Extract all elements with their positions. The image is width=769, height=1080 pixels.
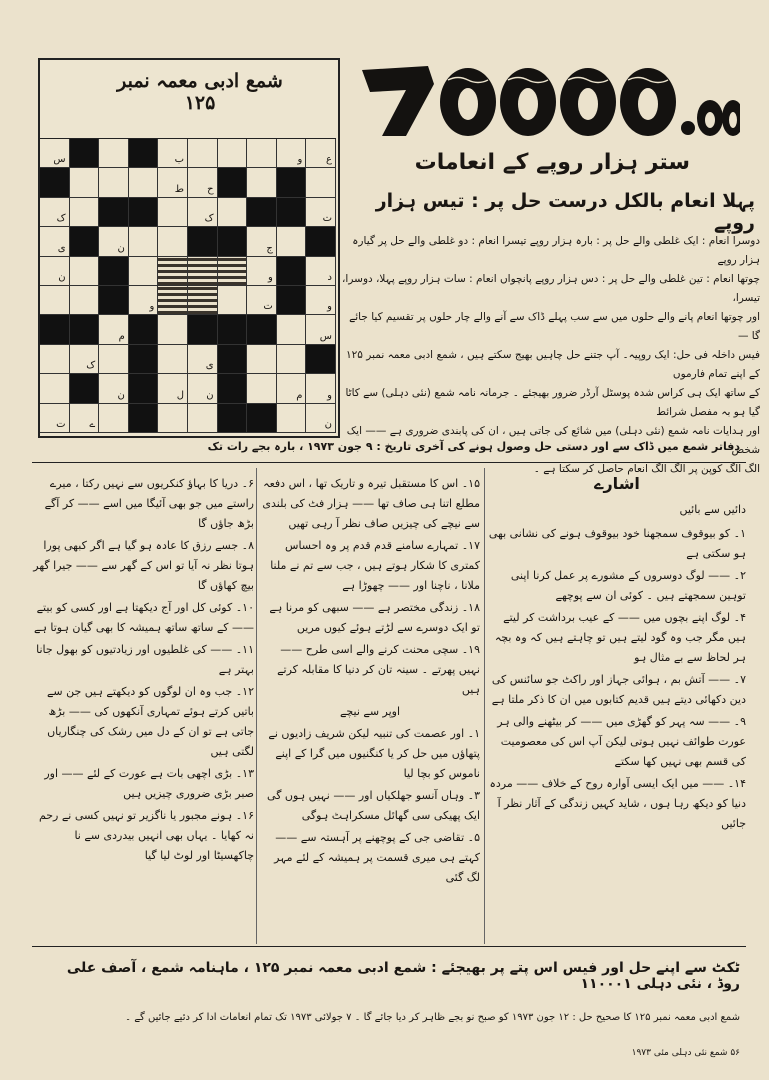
crossword-cell bbox=[158, 227, 188, 256]
crossword-black-cell bbox=[277, 168, 307, 197]
crossword-cell bbox=[188, 168, 218, 197]
crossword-cell bbox=[99, 227, 129, 256]
clue: ۱۸۔ زندگی مختصر ہے —— سبھی کو مرنا ہے تو ایک دوسرے سے لڑتے ہوئے کیوں مریں bbox=[269, 601, 480, 634]
crossword-cell bbox=[277, 374, 307, 403]
crossword-black-cell bbox=[129, 139, 159, 168]
clue: ۱۶۔ ہونے مجبور یا ناگزیر تو نہیں کسی نے رحم نہ کھایا ۔ یہاں بھی انہیں بیدردی سے نا چاکھسیٹا اور لوٹ لیا گیا bbox=[38, 809, 254, 862]
crossword-cell bbox=[129, 227, 159, 256]
crossword-black-cell bbox=[188, 315, 218, 344]
crossword-cell bbox=[277, 404, 307, 433]
crossword-cell bbox=[129, 168, 159, 197]
crossword-letter: ے bbox=[89, 418, 96, 430]
crossword-cell bbox=[306, 315, 336, 344]
clue: ۴۔ لوگ اپنے بچوں میں —— کے عیب برداشت کر لیتے ہیں مگر جب وہ گود لیتے ہیں تو چاہتے ہیں کہ وہ بچہ ہر لحاظ سے بے مثال ہو bbox=[494, 611, 746, 664]
clue: ۳۔ وہاں آنسو جھلکیاں اور —— نہیں ہوں گی ایک پھیکی سی گھائل مسکراہٹ ہوگی bbox=[267, 789, 480, 822]
clue: ۹۔ —— سہ پہر کو گھڑی میں —— کر بیٹھنے والی ہر عورت طوائف نہیں ہوتی لیکن آپ اس کی معصومیت کی قسم بھی نہیں کھا سکتے bbox=[497, 715, 746, 768]
crossword-cell bbox=[218, 139, 248, 168]
crossword-cell bbox=[218, 198, 248, 227]
crossword-cell bbox=[40, 257, 70, 286]
prize-detail-line: چوتھا انعام : تین غلطی والے حل پر : دس ہزار روپے پانچواں انعام : سات ہزار روپے پہلا، دوسرا، تیسرا، bbox=[342, 273, 760, 304]
crossword-black-cell bbox=[218, 227, 248, 256]
crossword-black-cell bbox=[218, 374, 248, 403]
crossword-cell bbox=[40, 198, 70, 227]
crossword-letter: ک bbox=[86, 360, 96, 372]
crossword-letter: و bbox=[267, 271, 273, 283]
crossword-cell bbox=[277, 315, 307, 344]
deadline-notice: دفاتر شمع میں ڈاک سے اور دستی حل وصول ہونے کی آخری تاریخ : ۹ جون ۱۹۷۳ ، بارہ بجے رات تک bbox=[207, 440, 740, 453]
crossword-cell bbox=[99, 168, 129, 197]
crossword-letter: و bbox=[149, 301, 155, 313]
prize-detail-line: الگ الگ کوپن پر الگ الگ انعام حاصل کر سکتا ہے ۔ bbox=[533, 463, 760, 475]
crossword-letter: ل bbox=[176, 389, 184, 401]
crossword-cell bbox=[99, 139, 129, 168]
crossword-letter: م bbox=[118, 330, 125, 342]
crossword-black-cell bbox=[247, 198, 277, 227]
clue: ۱۱۔ —— کی غلطیوں اور زیادتیوں کو بھول جانا بہتر ہے bbox=[36, 643, 254, 676]
clue: ۱۔ اور عصمت کی تنبیہ لیکن شریف زادیوں نے پتھاؤں میں حل کر یا کنگنیوں میں گرا کے اپنے ناموس کو بچا لیا bbox=[268, 727, 480, 780]
crossword-puzzle-box bbox=[38, 58, 340, 438]
crossword-cell bbox=[247, 345, 277, 374]
prize-detail-line: کے ساتھ ایک ہی کراس شدہ پوسٹل آرڈر ضرور بھیجئے ۔ جرمانہ نامہ شمع (نئی دہلی) سے کاٹا گیا ہو بہ مفصل شرائط bbox=[345, 387, 760, 418]
crossword-cell bbox=[306, 257, 336, 286]
mailing-address: ٹکٹ سے اپنے حل اور فیس اس پتے پر بھیجئے : شمع ادبی معمہ نمبر ۱۲۵ ، ماہنامہ شمع ، آصف علی روڈ ، نئی دہلی ۱۱۰۰۰۱ bbox=[66, 960, 740, 992]
puzzle-title: شمع ادبی معمہ نمبر ۱۲۵ bbox=[117, 70, 283, 114]
crossword-letter: ن bbox=[117, 389, 125, 401]
crossword-letter: ک bbox=[204, 213, 214, 225]
crossword-letter: ن bbox=[324, 418, 332, 430]
crossword-grid bbox=[40, 138, 336, 433]
crossword-cell bbox=[158, 315, 188, 344]
crossword-cell bbox=[40, 374, 70, 403]
crossword-black-cell bbox=[70, 374, 100, 403]
crossword-black-cell bbox=[247, 315, 277, 344]
crossword-black-cell bbox=[99, 257, 129, 286]
crossword-black-cell bbox=[129, 315, 159, 344]
crossword-cell bbox=[70, 168, 100, 197]
crossword-letter: س bbox=[319, 330, 332, 342]
crossword-black-cell bbox=[70, 139, 100, 168]
crossword-cell bbox=[158, 198, 188, 227]
crossword-black-cell bbox=[70, 227, 100, 256]
crossword-cell bbox=[247, 374, 277, 403]
crossword-cell bbox=[40, 139, 70, 168]
prize-subtitle: ستر ہزار روپے کے انعامات bbox=[414, 150, 690, 175]
crossword-letter: ن bbox=[206, 389, 214, 401]
crossword-cell bbox=[99, 315, 129, 344]
crossword-shaded-cell bbox=[218, 257, 248, 286]
currency-label: RS. bbox=[364, 118, 381, 128]
clues-column-right bbox=[488, 474, 746, 836]
clue: ۷۔ —— آتش بم ، ہوائی جہاز اور راکٹ جو سائنس کی دین دکھائی دیتے ہیں قدیم کتابوں میں ان کا ذکر ملتا ہے bbox=[491, 673, 746, 706]
crossword-black-cell bbox=[99, 198, 129, 227]
crossword-cell bbox=[99, 345, 129, 374]
crossword-black-cell bbox=[218, 315, 248, 344]
crossword-cell bbox=[40, 404, 70, 433]
divider bbox=[32, 946, 746, 947]
first-prize-line: پہلا انعام بالکل درست حل پر : تیس ہزار روپے bbox=[375, 190, 755, 234]
crossword-cell bbox=[277, 139, 307, 168]
prize-detail-line: اور چوتھا انعام پانے والے حلوں میں سے سب پہلے ڈاک سے آنے والے چار حلوں پر تقسیم کیا جائے گا — bbox=[349, 311, 760, 342]
crossword-cell bbox=[247, 168, 277, 197]
crossword-cell bbox=[247, 286, 277, 315]
crossword-cell bbox=[70, 404, 100, 433]
crossword-black-cell bbox=[70, 315, 100, 344]
clue: ۸۔ جسے رزق کا عادہ ہو گیا ہے اگر کبھی پورا ہوتا نظر نہ آیا تو اس کے گھر سے —— جیرا گھر بیچ کھاؤں گا bbox=[33, 539, 254, 592]
crossword-cell bbox=[158, 345, 188, 374]
crossword-black-cell bbox=[247, 404, 277, 433]
crossword-letter: ح bbox=[207, 183, 214, 195]
prize-detail-line: دوسرا انعام : ایک غلطی والے حل پر : بارہ ہزار روپے تیسرا انعام : دو غلطی والے حل پر گیارہ ہزار روپے bbox=[352, 235, 760, 266]
crossword-cell bbox=[40, 345, 70, 374]
crossword-cell bbox=[158, 139, 188, 168]
crossword-letter: ت bbox=[322, 213, 332, 225]
crossword-cell bbox=[158, 168, 188, 197]
crossword-cell bbox=[247, 257, 277, 286]
crossword-black-cell bbox=[129, 345, 159, 374]
crossword-black-cell bbox=[277, 198, 307, 227]
crossword-shaded-cell bbox=[158, 286, 188, 315]
crossword-cell bbox=[99, 404, 129, 433]
crossword-cell bbox=[188, 404, 218, 433]
crossword-letter: ت bbox=[56, 418, 66, 430]
crossword-cell bbox=[306, 404, 336, 433]
prize-detail-line: فیس داخلہ فی حل: ایک روپیہ۔ آپ جتنے حل چاہیں بھیج سکتے ہیں ، شمع ادبی معمہ نمبر ۱۲۵ کے اپنے تمام فارموں bbox=[346, 349, 760, 380]
crossword-cell bbox=[306, 168, 336, 197]
crossword-black-cell bbox=[40, 315, 70, 344]
crossword-letter: ک bbox=[56, 213, 66, 225]
clue: ۱۲۔ جب وہ ان لوگوں کو دیکھتے ہیں جن سے باتیں کرتے ہوئے تمہاری آنکھوں کی —— بڑھ جاتی ہے تو ان کے دل میں رشک کی چنگاریاں لگتی ہیں bbox=[46, 685, 254, 758]
clues-column-middle bbox=[260, 474, 480, 890]
result-footnote: شمع ادبی معمہ نمبر ۱۲۵ کا صحیح حل : ۱۲ جون ۱۹۷۳ کو صبح نو بجے ظاہر کر دیا جائے گا ۔ ۷ جولائی ۱۹۷۳ تک تمام انعامات ادا کر دئیے جائیں گے ۔ bbox=[125, 1012, 740, 1023]
crossword-cell bbox=[188, 345, 218, 374]
prize-detail-line: اور ہدایات نامہ شمع (نئی دہلی) میں شائع کی جاتی ہیں ، ان کی پابندی ضروری ہے —— ایک شخص bbox=[346, 425, 760, 456]
crossword-black-cell bbox=[99, 286, 129, 315]
crossword-shaded-cell bbox=[158, 257, 188, 286]
prize-amount-banner bbox=[348, 60, 740, 142]
crossword-cell bbox=[70, 286, 100, 315]
crossword-cell bbox=[99, 374, 129, 403]
crossword-letter: و bbox=[297, 154, 303, 166]
crossword-black-cell bbox=[40, 168, 70, 197]
crossword-black-cell bbox=[188, 227, 218, 256]
crossword-letter: م bbox=[296, 389, 303, 401]
clue: ۱۷۔ تمہارے سامنے قدم قدم پر وہ احساس کمتری کا شکار ہوتے ہیں ، جب سے تم نے ملنا ملانا ، ناچنا اور —— چھوڑا ہے bbox=[270, 539, 480, 592]
crossword-letter: و bbox=[327, 301, 332, 313]
clue: ۵۔ تقاضی جی کے پوچھنے پر آہستہ سے —— کہتے ہی میری قسمت پر ہمیشہ کے لئے مہر لگ گئی bbox=[274, 831, 480, 884]
crossword-black-cell bbox=[129, 374, 159, 403]
clue: ۱۳۔ بڑی اچھی بات ہے عورت کے لئے —— اور صبر بڑی ضروری چیزیں ہیں bbox=[44, 767, 254, 800]
clue: ۶۔ دریا کا بہاؤ کنکریوں سے نہیں رکتا ، میرے راستے میں جو بھی آئیگا میں اسے —— کر آگے بڑھ جاؤں گا bbox=[44, 477, 254, 530]
crossword-letter: ن bbox=[58, 271, 66, 283]
crossword-cell bbox=[277, 345, 307, 374]
crossword-letter: ی bbox=[57, 242, 66, 254]
crossword-black-cell bbox=[306, 345, 336, 374]
crossword-shaded-cell bbox=[188, 286, 218, 315]
crossword-cell bbox=[218, 286, 248, 315]
across-label: دائیں سے بائیں bbox=[679, 503, 746, 516]
crossword-letter: ت bbox=[263, 301, 273, 313]
crossword-cell bbox=[247, 139, 277, 168]
crossword-cell bbox=[306, 374, 336, 403]
divider bbox=[32, 462, 746, 463]
crossword-black-cell bbox=[129, 198, 159, 227]
crossword-black-cell bbox=[306, 227, 336, 256]
crossword-cell bbox=[40, 227, 70, 256]
crossword-letter: ب bbox=[174, 154, 184, 166]
crossword-cell bbox=[70, 257, 100, 286]
crossword-cell bbox=[188, 198, 218, 227]
crossword-cell bbox=[70, 198, 100, 227]
clue: ۱۔ کو بیوقوف سمجھنا خود بیوقوف ہونے کی نشانی بھی ہو سکتی ہے bbox=[488, 527, 746, 560]
crossword-cell bbox=[306, 139, 336, 168]
crossword-cell bbox=[40, 286, 70, 315]
crossword-letter: ن bbox=[117, 242, 125, 254]
crossword-shaded-cell bbox=[188, 257, 218, 286]
crossword-cell bbox=[158, 404, 188, 433]
column-divider bbox=[484, 468, 485, 944]
crossword-letter: د bbox=[327, 271, 332, 283]
clue: ۱۴۔ —— میں ایک ایسی آوارہ روح کے خلاف —— مردہ دنیا کو دیکھ رہا ہوں ، شاید کہیں زندگی کے آثار نظر آ جائیں bbox=[489, 777, 746, 830]
crossword-cell bbox=[129, 286, 159, 315]
crossword-cell bbox=[70, 345, 100, 374]
crossword-cell bbox=[306, 198, 336, 227]
crossword-cell bbox=[247, 227, 277, 256]
crossword-black-cell bbox=[218, 168, 248, 197]
crossword-cell bbox=[158, 374, 188, 403]
page-info: ۵۶ شمع نئی دہلی مئی ۱۹۷۳ bbox=[631, 1048, 740, 1058]
clue: ۲۔ —— لوگ دوسروں کے مشورے پر عمل کرنا اپنی توہین سمجھتے ہیں ۔ کوئی ان سے پوچھے bbox=[510, 569, 746, 602]
crossword-cell bbox=[129, 257, 159, 286]
crossword-black-cell bbox=[129, 404, 159, 433]
crossword-letter: ج bbox=[266, 242, 273, 254]
clue: ۱۰۔ کوئی کل اور آج دیکھتا ہے اور کسی کو بیتے —— کے ساتھ ساتھ ہمیشہ کا بھی گیان ہوتا ہے bbox=[34, 601, 254, 634]
crossword-black-cell bbox=[218, 345, 248, 374]
clues-heading: اشارے bbox=[594, 474, 640, 493]
crossword-cell bbox=[188, 139, 218, 168]
crossword-cell bbox=[277, 227, 307, 256]
crossword-black-cell bbox=[277, 257, 307, 286]
crossword-letter: و bbox=[327, 389, 332, 401]
clue: ۱۵۔ اس کا مستقبل تیرہ و تاریک تھا ، اس دفعہ مطلع اتنا ہی صاف تھا —— ہزار فٹ کی بلندی سے نیچے کی چیزیں صاف نظر آ رہی تھیں bbox=[262, 477, 480, 530]
crossword-letter: ط bbox=[174, 183, 184, 195]
crossword-cell bbox=[188, 374, 218, 403]
crossword-black-cell bbox=[218, 404, 248, 433]
column-divider bbox=[256, 468, 257, 944]
crossword-letter: س bbox=[53, 154, 66, 166]
crossword-black-cell bbox=[277, 286, 307, 315]
down-label: اوپر سے نیچے bbox=[339, 705, 401, 718]
crossword-letter: ع bbox=[326, 154, 332, 166]
crossword-cell bbox=[306, 286, 336, 315]
clue: ۱۹۔ سچی محنت کرنے والے اسی طرح —— نہیں پھرتے ۔ سینہ تان کر دنیا کا مقابلہ کرتے ہیں bbox=[277, 643, 480, 696]
clues-column-left bbox=[32, 474, 254, 868]
crossword-letter: ی bbox=[205, 360, 214, 372]
